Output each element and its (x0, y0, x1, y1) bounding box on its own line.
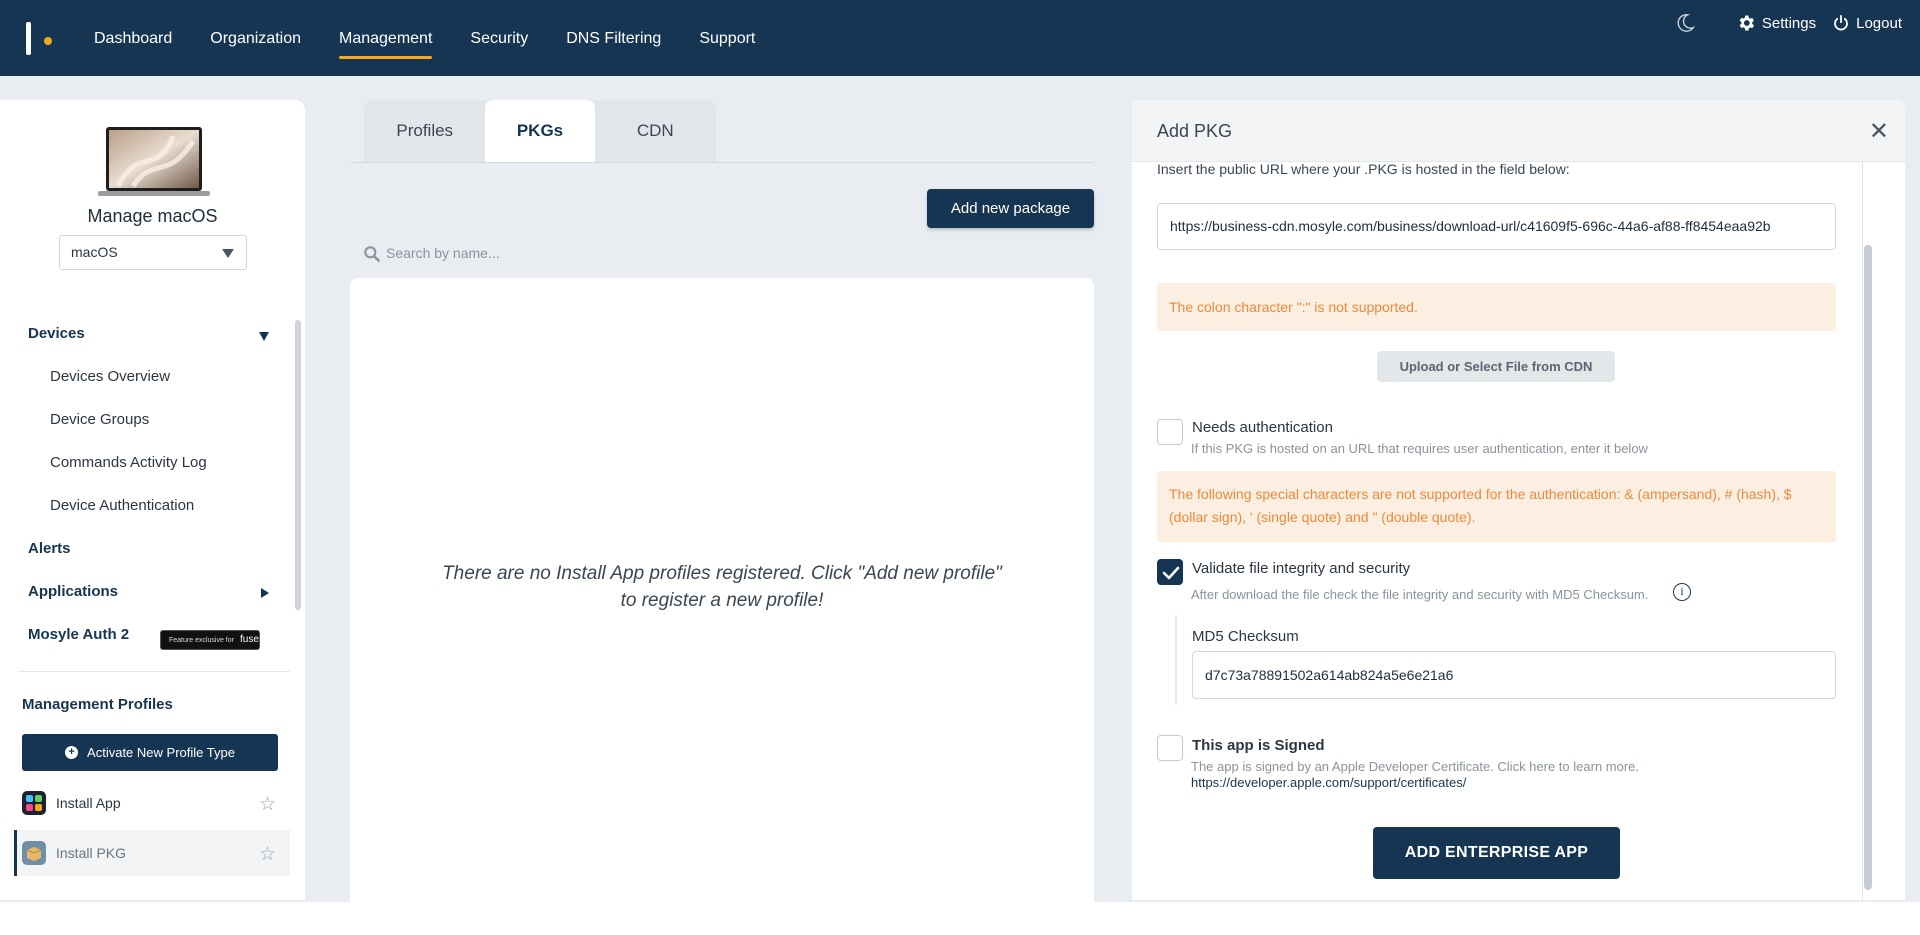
dark-mode-moon-icon[interactable] (1674, 12, 1696, 34)
bottom-strip (0, 902, 1920, 935)
upload-select-cdn-button[interactable]: Upload or Select File from CDN (1377, 351, 1615, 382)
triangle-right-icon[interactable] (261, 588, 269, 598)
pkg-url-input[interactable]: https://business-cdn.mosyle.com/business/download-url/c41609f5-696c-44a6-af88-ff8454eaa92b (1157, 203, 1836, 250)
app-signed-checkbox[interactable] (1157, 735, 1183, 761)
mosyle-logo[interactable] (24, 22, 54, 56)
sidebar-item-commands-activity-log[interactable]: Commands Activity Log (50, 454, 207, 471)
tabs-bar (364, 100, 716, 162)
app-signed-label: This app is Signed (1192, 737, 1325, 754)
logout-button[interactable] (1832, 14, 1902, 32)
logo-bar (26, 22, 31, 55)
search-input[interactable] (386, 241, 786, 265)
packages-list-panel (350, 278, 1094, 903)
add-new-package-button[interactable]: Add new package (927, 189, 1094, 228)
nav-dashboard[interactable]: Dashboard (94, 30, 173, 47)
install-pkg-icon (22, 841, 46, 865)
triangle-down-icon[interactable] (259, 332, 269, 341)
favorite-star-icon[interactable]: ☆ (258, 794, 276, 815)
activate-button-label: Activate New Profile Type (87, 745, 235, 760)
fuse-badge-brand: fuse (239, 634, 259, 645)
add-pkg-header (1132, 100, 1905, 162)
install-app-icon (22, 791, 46, 815)
top-navigation-bar (0, 0, 1920, 76)
sidebar-item-device-groups[interactable]: Device Groups (50, 411, 150, 428)
needs-authentication-label: Needs authentication (1192, 419, 1333, 436)
url-instruction: Insert the public URL where your .PKG is hosted in the field below: (1157, 161, 1570, 177)
info-icon[interactable]: i (1673, 583, 1691, 601)
add-enterprise-app-button[interactable]: ADD ENTERPRISE APP (1373, 827, 1620, 879)
management-profiles-title: Management Profiles (22, 696, 173, 713)
needs-authentication-help: If this PKG is hosted on an URL that requires user authentication, enter it below (1191, 441, 1648, 456)
fuse-badge-prefix: Feature exclusive for (169, 637, 234, 644)
sidebar-item-device-authentication[interactable]: Device Authentication (50, 497, 195, 514)
sidebar-devices[interactable]: Devices (28, 325, 85, 342)
sidebar-item-devices-overview[interactable]: Devices Overview (50, 368, 171, 385)
plus-circle-icon: + (65, 746, 78, 759)
profile-label-install-pkg: Install PKG (56, 845, 127, 861)
panel-scroll-track (1862, 162, 1863, 902)
os-select-value: macOS (71, 244, 118, 260)
tab-profiles[interactable]: Profiles (396, 121, 454, 140)
manage-macos-title: Manage macOS (87, 206, 218, 226)
main-nav (94, 0, 793, 76)
sidebar-mosyle-auth[interactable]: Mosyle Auth 2 (28, 626, 130, 643)
tab-cdn[interactable]: CDN (636, 121, 674, 140)
empty-state-message: There are no Install App profiles registered. Click "Add new profile" to register a new profile! (442, 563, 1002, 611)
left-sidebar (0, 100, 305, 900)
nav-organization[interactable]: Organization (210, 30, 301, 47)
logo-dot (44, 37, 52, 45)
fuse-exclusive-badge (160, 630, 260, 650)
tab-pkgs[interactable]: PKGs (485, 100, 594, 162)
caret-down-icon (222, 249, 234, 258)
sidebar-divider (18, 671, 290, 672)
checkmark-icon (1158, 560, 1184, 586)
panel-scrollbar[interactable] (1864, 245, 1872, 890)
profile-item-install-app[interactable] (14, 780, 290, 826)
md5-checksum-input[interactable]: d7c73a78891502a614ab824a5e6e21a6 (1192, 651, 1836, 699)
gear-icon (1736, 13, 1756, 33)
close-icon[interactable]: ✕ (1868, 118, 1889, 145)
settings-button[interactable] (1736, 13, 1816, 33)
search-icon (362, 244, 382, 264)
needs-authentication-checkbox[interactable] (1157, 419, 1183, 445)
nav-dns-filtering[interactable]: DNS Filtering (566, 30, 662, 47)
md5-checksum-label: MD5 Checksum (1192, 628, 1299, 645)
colon-warning: The colon character ":" is not supported. (1157, 283, 1836, 331)
special-characters-warning: The following special characters are not supported for the authentication: & (ampersand), # (hash), $ (dollar sign), ' (single quote) and " (double quote). (1157, 471, 1836, 542)
validate-integrity-checkbox[interactable] (1157, 559, 1183, 585)
macbook-image (98, 126, 210, 198)
sidebar-scrollbar[interactable] (295, 320, 301, 610)
top-right-actions (1674, 0, 1902, 46)
tabs-underline (350, 162, 1094, 163)
sidebar-alerts[interactable]: Alerts (28, 540, 71, 557)
md5-indent-line (1175, 615, 1177, 705)
settings-label: Settings (1761, 14, 1817, 32)
power-icon (1832, 14, 1850, 32)
apple-certificates-link[interactable]: https://developer.apple.com/support/certificates/ (1191, 775, 1467, 790)
activate-new-profile-type-button[interactable] (22, 734, 278, 771)
app-signed-help: The app is signed by an Apple Developer Certificate. Click here to learn more. (1191, 759, 1640, 774)
profile-item-install-pkg[interactable] (14, 830, 290, 876)
nav-support[interactable]: Support (699, 30, 756, 47)
favorite-star-icon[interactable]: ☆ (258, 844, 276, 865)
validate-integrity-help: After download the file check the file integrity and security with MD5 Checksum. (1191, 587, 1649, 602)
nav-management[interactable]: Management (339, 0, 432, 76)
add-pkg-title: Add PKG (1157, 121, 1233, 141)
os-select[interactable] (59, 235, 247, 270)
nav-security[interactable]: Security (470, 30, 529, 47)
logout-label: Logout (1856, 14, 1902, 32)
validate-integrity-label: Validate file integrity and security (1192, 560, 1411, 577)
sidebar-applications[interactable]: Applications (28, 583, 119, 600)
profile-label-install-app: Install App (56, 795, 121, 811)
